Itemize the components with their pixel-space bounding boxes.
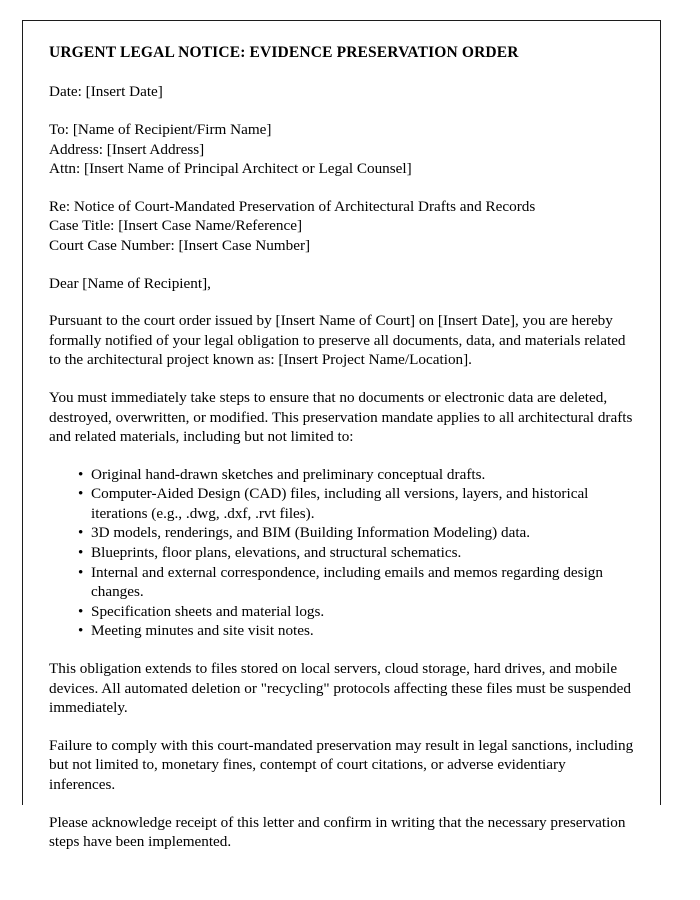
paragraph-storage-scope: This obligation extends to files stored on local servers, cloud storage, hard drives, and mobile devices. All automated deletion or "recycling" protocols affecting these files must be suspended immediately.	[49, 660, 631, 717]
list-item: • Internal and external correspondence, including emails and memos regarding design changes.	[49, 563, 634, 602]
case-re-line: Re: Notice of Court-Mandated Preservation of Architectural Drafts and Records	[49, 197, 536, 215]
preserved-materials-list	[49, 465, 634, 641]
document-page	[22, 20, 661, 851]
recipient-block	[49, 120, 634, 179]
case-title-line: Case Title: [Insert Case Name/Reference]	[49, 217, 303, 235]
list-item: • Original hand-drawn sketches and preliminary conceptual drafts.	[49, 465, 634, 485]
recipient-attn-line: Attn: [Insert Name of Principal Architect or Legal Counsel]	[49, 160, 412, 178]
paragraph-preservation-mandate: You must immediately take steps to ensure that no documents or electronic data are deleted, destroyed, overwritten, or modified. This preservation mandate applies to all architectural drafts and related materials, including but not limited to:	[49, 388, 633, 446]
list-item: • Computer-Aided Design (CAD) files, including all versions, layers, and historical iterations (e.g., .dwg, .dxf, .rvt files).	[49, 484, 634, 523]
case-block	[49, 197, 634, 256]
list-item: • Specification sheets and material logs.	[49, 602, 634, 622]
case-number-line: Court Case Number: [Insert Case Number]	[49, 236, 311, 254]
salutation: Dear [Name of Recipient],	[49, 274, 211, 292]
list-item: • Blueprints, floor plans, elevations, and structural schematics.	[49, 543, 634, 563]
recipient-to-line: To: [Name of Recipient/Firm Name]	[49, 120, 272, 138]
page-title: URGENT LEGAL NOTICE: EVIDENCE PRESERVATION ORDER	[49, 44, 519, 61]
date-line: Date: [Insert Date]	[49, 83, 163, 101]
list-item: • 3D models, renderings, and BIM (Building Information Modeling) data.	[49, 523, 634, 543]
document-body	[49, 43, 634, 870]
recipient-address-line: Address: [Insert Address]	[49, 140, 205, 158]
paragraph-pursuant-to-court-order: Pursuant to the court order issued by [Insert Name of Court] on [Insert Date], you are hereby formally notified of your legal obligation to preserve all documents, data, and materials related to the architectural project known as: [Insert Project Name/Location].	[49, 312, 626, 369]
list-item: • Meeting minutes and site visit notes.	[49, 621, 634, 641]
paragraph-failure-to-comply: Failure to comply with this court-mandated preservation may result in legal sanctions, including but not limited to, monetary fines, contempt of court citations, or adverse evidentiary inferences.	[49, 736, 634, 793]
paragraph-acknowledge-receipt: Please acknowledge receipt of this letter and confirm in writing that the necessary preservation steps have been implemented.	[49, 813, 626, 851]
